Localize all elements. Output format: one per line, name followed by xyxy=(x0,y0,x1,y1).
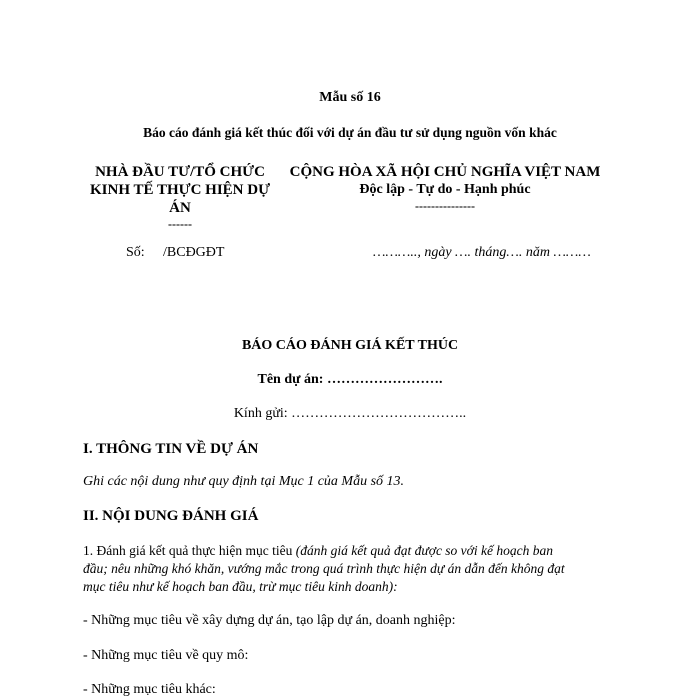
national-rule: --------------- xyxy=(415,199,475,213)
item-1-line-2: đầu; nêu những khó khăn, vướng mắc trong quá trình thực hiện dự án dẫn đến không đạt xyxy=(83,561,565,576)
recipient-line: Kính gửi: ……………………………….. xyxy=(233,406,467,421)
item-1-detail: (đánh giá kết quả đạt được so với kế hoạch ban xyxy=(295,543,553,558)
report-title: BÁO CÁO ĐÁNH GIÁ KẾT THÚC xyxy=(241,338,459,353)
form-subtitle: Báo cáo đánh giá kết thúc đối với dự án đầu tư sử dụng nguồn vốn khác xyxy=(143,125,557,140)
investor-line-1: NHÀ ĐẦU TƯ/TỔ CHỨC xyxy=(95,164,265,180)
investor-line-3: ÁN xyxy=(169,200,191,216)
national-header xyxy=(280,163,610,213)
investor-rule: ------ xyxy=(168,217,192,231)
section-2-heading: II. NỘI DUNG ĐÁNH GIÁ xyxy=(83,508,259,524)
bullet-scale-goals: - Những mục tiêu về quy mô: xyxy=(83,648,249,663)
number-label: Số: xyxy=(126,245,145,260)
project-name-line: Tên dự án: ……………………. xyxy=(257,372,443,387)
investor-line-2: KINH TẾ THỰC HIỆN DỰ xyxy=(89,182,271,198)
section-1-note: Ghi các nội dung như quy định tại Mục 1 của Mẫu số 13. xyxy=(83,474,405,489)
national-motto: Độc lập - Tự do - Hạnh phúc xyxy=(359,182,531,197)
item-1-lead: 1. Đánh giá kết quả thực hiện mục tiêu xyxy=(83,543,296,558)
bullet-construction-goals: - Những mục tiêu về xây dựng dự án, tạo lập dự án, doanh nghiệp: xyxy=(83,613,456,628)
place-date: ……….., ngày …. tháng…. năm ……… xyxy=(373,245,591,260)
number-value: /BCĐGĐT xyxy=(163,245,225,260)
form-number: Mẫu số 16 xyxy=(319,90,381,105)
section-1-heading: I. THÔNG TIN VỀ DỰ ÁN xyxy=(83,441,259,457)
item-1-line-3: mục tiêu như kế hoạch ban đầu, trừ mục tiêu kinh doanh): xyxy=(83,579,398,594)
item-1-line-1 xyxy=(83,542,553,560)
investor-header xyxy=(75,163,285,231)
national-name: CỘNG HÒA XÃ HỘI CHỦ NGHĨA VIỆT NAM xyxy=(289,164,601,180)
bullet-other-goals: - Những mục tiêu khác: xyxy=(83,682,216,697)
